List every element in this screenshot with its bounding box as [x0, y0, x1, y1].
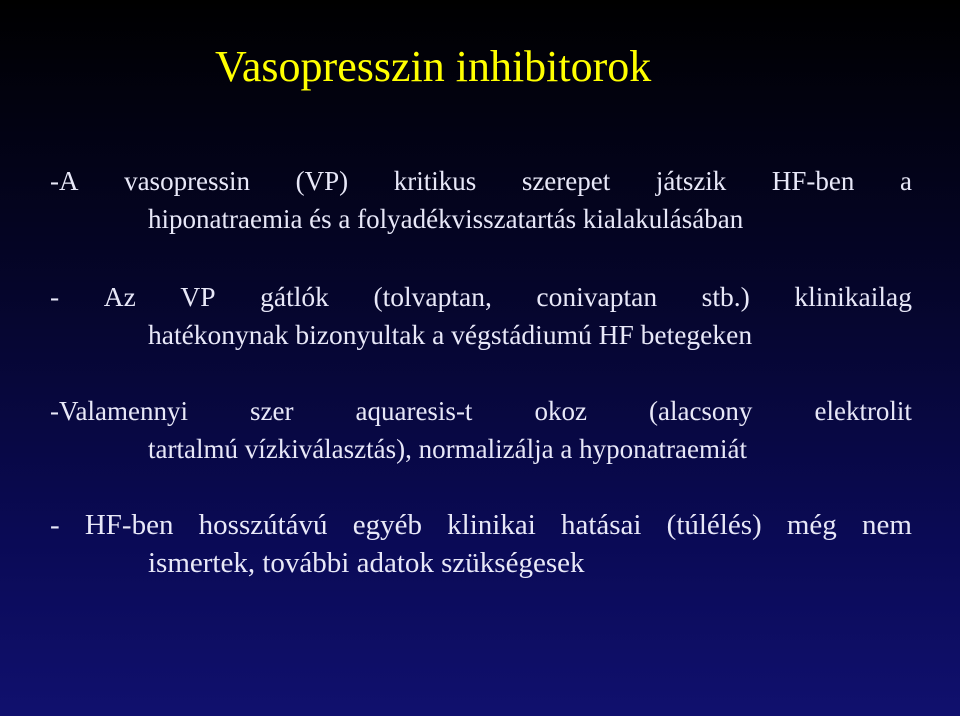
word: klinikai: [447, 509, 536, 541]
word: a: [899, 166, 912, 196]
word: játszik: [655, 166, 727, 196]
bullet-1: [50, 162, 912, 238]
word: (VP): [295, 166, 349, 196]
word: (tolvaptan,: [373, 281, 492, 312]
word: (túlélés): [666, 509, 762, 541]
word: HF-ben: [771, 166, 855, 196]
bullet-3-line-2: tartalmú vízkiválasztás), normalizálja a hyponatraemiát: [148, 434, 747, 464]
word: klinikailag: [794, 281, 912, 312]
bullet-1-line-1: [50, 162, 912, 200]
word: okoz: [534, 396, 587, 426]
word: még: [786, 509, 837, 541]
slide-title: Vasopresszin inhibitorok: [215, 42, 652, 91]
word: elektrolit: [814, 396, 912, 426]
word: hosszútávú: [198, 509, 328, 541]
word: nem: [861, 509, 912, 541]
bullet-2-line-2: hatékonynak bizonyultak a végstádiumú HF betegeken: [148, 319, 753, 350]
word: -A: [50, 166, 79, 196]
word: Az: [103, 281, 136, 312]
word: stb.): [701, 281, 750, 312]
word: conivaptan: [536, 281, 658, 312]
word: kritikus: [393, 166, 477, 196]
word: -Valamennyi: [50, 396, 188, 426]
word: hatásai: [560, 509, 642, 541]
word: egyéb: [352, 509, 422, 541]
bullet-3-line-1: [50, 392, 912, 430]
word: HF-ben: [84, 509, 174, 541]
word: (alacsony: [648, 396, 753, 426]
bullet-4: [50, 506, 912, 582]
bullet-1-line-2: hiponatraemia és a folyadékvisszatartás kialakulásában: [148, 204, 744, 234]
bullet-4-line-1: [50, 506, 912, 544]
word: szerepet: [521, 166, 611, 196]
bullet-4-line-2: ismertek, további adatok szükségesek: [148, 547, 585, 579]
word: aquaresis-t: [355, 396, 473, 426]
word: VP: [180, 281, 216, 312]
word: szer: [249, 396, 294, 426]
word: -: [50, 281, 60, 312]
word: gátlók: [260, 281, 329, 312]
bullet-3: [50, 392, 912, 468]
word: -: [50, 509, 60, 541]
word: vasopressin: [124, 166, 251, 196]
bullet-2-line-1: [50, 278, 912, 316]
bullet-2: [50, 278, 912, 354]
